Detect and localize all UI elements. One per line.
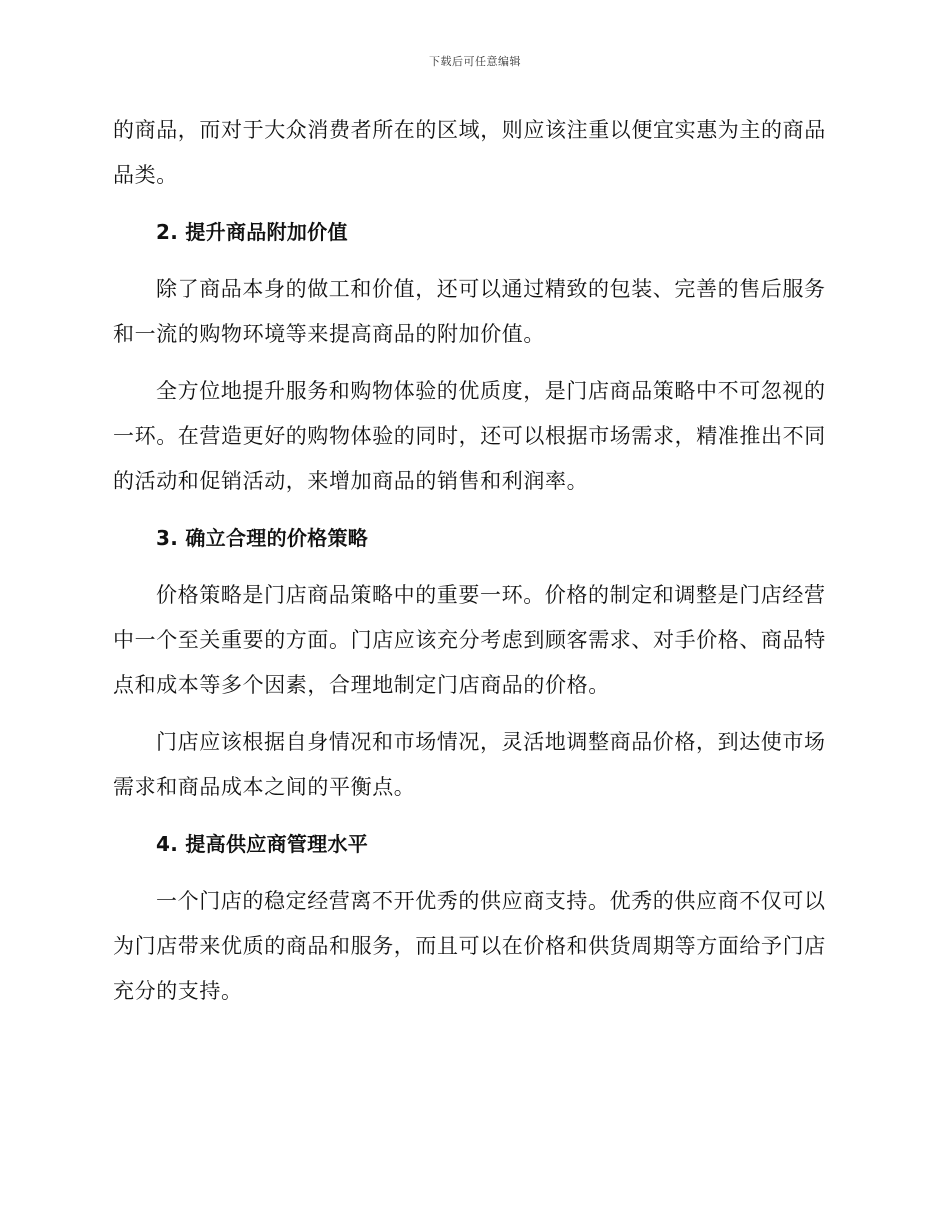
paragraph-continued: 的商品，而对于大众消费者所在的区域，则应该注重以便宜实惠为主的商品品类。 bbox=[113, 118, 826, 187]
page-header: 下载后可任意编辑 bbox=[429, 55, 521, 68]
paragraph: 除了商品本身的做工和价值，还可以通过精致的包装、完善的售后服务和一流的购物环境等来提高商品的附加价值。 bbox=[113, 277, 826, 346]
paragraph: 全方位地提升服务和购物体验的优质度，是门店商品策略中不可忽视的一环。在营造更好的购物体验的同时，还可以根据市场需求，精准推出不同的活动和促销活动，来增加商品的销售和利润率。 bbox=[113, 379, 826, 493]
paragraph: 门店应该根据自身情况和市场情况，灵活地调整商品价格，到达使市场需求和商品成本之间的平衡点。 bbox=[113, 730, 826, 799]
paragraph: 一个门店的稳定经营离不开优秀的供应商支持。优秀的供应商不仅可以为门店带来优质的商品和服务，而且可以在价格和供货周期等方面给予门店充分的支持。 bbox=[113, 889, 826, 1003]
section-heading-3: 3. 确立合理的价格策略 bbox=[156, 526, 369, 550]
document-body bbox=[113, 108, 833, 1014]
paragraph: 价格策略是门店商品策略中的重要一环。价格的制定和调整是门店经营中一个至关重要的方面。门店应该充分考虑到顾客需求、对手价格、商品特点和成本等多个因素，合理地制定门店商品的价格。 bbox=[113, 583, 826, 697]
section-heading-2: 2. 提升商品附加价值 bbox=[156, 220, 348, 244]
section-heading-4: 4. 提高供应商管理水平 bbox=[156, 832, 369, 856]
